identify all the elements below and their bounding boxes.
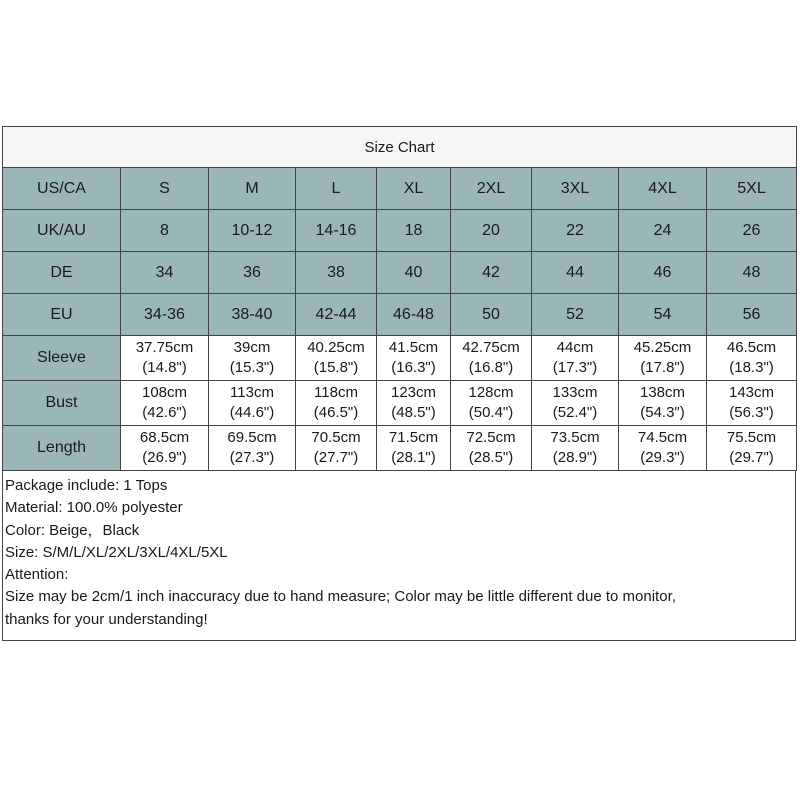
size-cell: M bbox=[209, 168, 296, 210]
measurement-cm: 44cm bbox=[556, 339, 594, 356]
measurement-cm: 40.25cm bbox=[307, 339, 365, 356]
measurement-cm: 108cm bbox=[141, 384, 188, 401]
measurement-cm: 39cm bbox=[233, 339, 271, 356]
measurement-cell bbox=[451, 381, 532, 426]
size-cell: 22 bbox=[532, 210, 619, 252]
size-row bbox=[3, 252, 797, 294]
measurement-inch: (17.8") bbox=[640, 359, 685, 376]
measurement-cell bbox=[451, 336, 532, 381]
measurement-cm: 138cm bbox=[639, 384, 686, 401]
row-label: Length bbox=[3, 426, 121, 471]
size-cell: 36 bbox=[209, 252, 296, 294]
measurement-cell bbox=[619, 381, 707, 426]
measurement-cell bbox=[707, 336, 797, 381]
measurement-inch: (16.8") bbox=[468, 359, 514, 376]
row-label: UK/AU bbox=[3, 210, 121, 252]
size-cell: 38 bbox=[296, 252, 377, 294]
row-label: US/CA bbox=[3, 168, 121, 210]
measurement-cell bbox=[296, 426, 377, 471]
measurement-cm: 113cm bbox=[230, 384, 274, 401]
measurement-inch: (52.4") bbox=[552, 404, 598, 421]
note-line: Size may be 2cm/1 inch inaccuracy due to hand measure; Color may be little different due to monitor, bbox=[5, 588, 676, 606]
measurement-inch: (27.7") bbox=[313, 449, 359, 466]
measurement-cell bbox=[377, 381, 451, 426]
row-label: DE bbox=[3, 252, 121, 294]
chart-title: Size Chart bbox=[3, 127, 797, 168]
measurement-inch: (15.8") bbox=[313, 359, 359, 376]
size-row bbox=[3, 294, 797, 336]
measurement-cell bbox=[377, 426, 451, 471]
measurement-inch: (17.3") bbox=[552, 359, 598, 376]
measurement-cell bbox=[532, 426, 619, 471]
note-line: Package include: 1 Tops bbox=[5, 477, 168, 494]
measurement-inch: (56.3") bbox=[729, 404, 774, 421]
measurement-inch: (46.5") bbox=[313, 404, 359, 421]
measurement-inch: (50.4") bbox=[468, 404, 514, 421]
measurement-cm: 46.5cm bbox=[726, 339, 777, 356]
note-line: Attention: bbox=[5, 566, 69, 584]
size-chart-table bbox=[2, 126, 797, 471]
size-cell: 34-36 bbox=[121, 294, 209, 336]
measurement-cell bbox=[209, 336, 296, 381]
size-cell: 5XL bbox=[707, 168, 797, 210]
measurement-inch: (48.5") bbox=[391, 404, 436, 421]
size-cell: 34 bbox=[121, 252, 209, 294]
measurement-cm: 71.5cm bbox=[388, 429, 439, 446]
measurement-cm: 123cm bbox=[390, 384, 437, 401]
row-label: Sleeve bbox=[3, 336, 121, 381]
measurement-inch: (29.3") bbox=[640, 449, 685, 466]
measurement-inch: (54.3") bbox=[640, 404, 685, 421]
measurement-cell bbox=[296, 336, 377, 381]
measurement-cm: 143cm bbox=[728, 384, 775, 401]
measurement-cell bbox=[296, 381, 377, 426]
measurement-cm: 72.5cm bbox=[466, 429, 516, 446]
size-cell: 3XL bbox=[532, 168, 619, 210]
size-cell: S bbox=[121, 168, 209, 210]
measurement-cm: 68.5cm bbox=[139, 429, 190, 446]
measurement-inch: (42.6") bbox=[142, 404, 187, 421]
measurement-cm: 133cm bbox=[552, 384, 598, 401]
measurement-cm: 74.5cm bbox=[637, 429, 688, 446]
measurement-inch: (18.3") bbox=[729, 359, 774, 376]
measurement-cm: 75.5cm bbox=[726, 429, 777, 446]
size-cell: 46-48 bbox=[377, 294, 451, 336]
measurement-cm: 118cm bbox=[314, 384, 358, 401]
measurement-cm: 41.5cm bbox=[388, 339, 439, 356]
measurement-row bbox=[3, 426, 797, 471]
size-cell: 42 bbox=[451, 252, 532, 294]
measurement-inch: (28.1") bbox=[391, 449, 436, 466]
measurement-cm: 73.5cm bbox=[550, 429, 600, 446]
measurement-inch: (28.5") bbox=[468, 449, 514, 466]
measurement-cm: 45.25cm bbox=[633, 339, 692, 356]
size-cell: 44 bbox=[532, 252, 619, 294]
measurement-cm: 69.5cm bbox=[227, 429, 277, 446]
note-line: Color: Beige，Black bbox=[5, 521, 140, 539]
size-cell: 56 bbox=[707, 294, 797, 336]
size-cell: 24 bbox=[619, 210, 707, 252]
measurement-inch: (16.3") bbox=[391, 359, 436, 376]
size-cell: 46 bbox=[619, 252, 707, 294]
measurement-cell bbox=[451, 426, 532, 471]
measurement-inch: (28.9") bbox=[552, 449, 598, 466]
measurement-cell bbox=[532, 381, 619, 426]
size-row bbox=[3, 210, 797, 252]
measurement-cm: 37.75cm bbox=[135, 339, 194, 356]
measurement-inch: (29.7") bbox=[729, 449, 774, 466]
size-cell: 38-40 bbox=[209, 294, 296, 336]
measurement-cell bbox=[707, 426, 797, 471]
size-chart bbox=[2, 126, 796, 641]
measurement-cell bbox=[532, 336, 619, 381]
measurement-inch: (27.3") bbox=[229, 449, 275, 466]
measurement-cell bbox=[121, 426, 209, 471]
size-cell: 40 bbox=[377, 252, 451, 294]
note-line: thanks for your understanding! bbox=[5, 610, 208, 628]
measurement-cell bbox=[707, 381, 797, 426]
size-cell: 8 bbox=[121, 210, 209, 252]
size-cell: 4XL bbox=[619, 168, 707, 210]
size-cell: 20 bbox=[451, 210, 532, 252]
measurement-cell bbox=[619, 336, 707, 381]
measurement-inch: (26.9") bbox=[142, 449, 187, 466]
size-cell: L bbox=[296, 168, 377, 210]
measurement-row bbox=[3, 336, 797, 381]
note-line: Material: 100.0% polyester bbox=[5, 499, 183, 517]
measurement-cm: 128cm bbox=[468, 384, 514, 401]
measurement-cm: 42.75cm bbox=[462, 339, 520, 356]
size-cell: XL bbox=[377, 168, 451, 210]
measurement-cell bbox=[121, 336, 209, 381]
measurement-cm: 70.5cm bbox=[311, 429, 361, 446]
size-cell: 42-44 bbox=[296, 294, 377, 336]
measurement-inch: (44.6") bbox=[229, 404, 275, 421]
size-cell: 14-16 bbox=[296, 210, 377, 252]
measurement-cell bbox=[377, 336, 451, 381]
size-cell: 54 bbox=[619, 294, 707, 336]
size-cell: 52 bbox=[532, 294, 619, 336]
note-line: Size: S/M/L/XL/2XL/3XL/4XL/5XL bbox=[5, 543, 228, 561]
measurement-cell bbox=[209, 426, 296, 471]
row-label: EU bbox=[3, 294, 121, 336]
size-cell: 26 bbox=[707, 210, 797, 252]
measurement-cell bbox=[209, 381, 296, 426]
size-cell: 2XL bbox=[451, 168, 532, 210]
size-row bbox=[3, 168, 797, 210]
measurement-cell bbox=[619, 426, 707, 471]
measurement-inch: (14.8") bbox=[142, 359, 187, 376]
product-notes bbox=[2, 471, 796, 641]
row-label: Bust bbox=[3, 381, 121, 426]
size-cell: 48 bbox=[707, 252, 797, 294]
size-cell: 18 bbox=[377, 210, 451, 252]
size-cell: 10-12 bbox=[209, 210, 296, 252]
size-cell: 50 bbox=[451, 294, 532, 336]
measurement-cell bbox=[121, 381, 209, 426]
measurement-row bbox=[3, 381, 797, 426]
measurement-inch: (15.3") bbox=[229, 359, 275, 376]
